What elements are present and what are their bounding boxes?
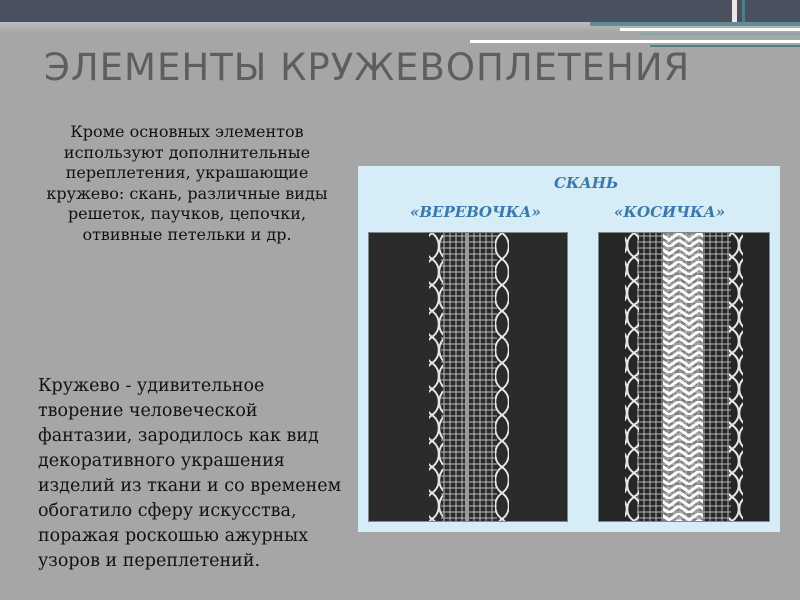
verevochka-photo <box>368 232 568 522</box>
kosichka-photo <box>598 232 770 522</box>
right-caption: «КОСИЧКА» <box>614 203 726 221</box>
figure-heading: СКАНЬ <box>554 174 619 192</box>
lace-figure <box>358 166 780 532</box>
left-caption: «ВЕРЕВОЧКА» <box>410 203 541 221</box>
intro-paragraph: Кроме основных элементов используют дополнительные переплетения, украшающие кружево: скань, различные виды решеток, паучков, цепочки, отвивные петельки и др. <box>46 122 328 244</box>
description-paragraph: Кружево - удивительное творение человеческой фантазии, зародилось как вид декоративного украшения изделий из ткани и со временем обогатило сферу искусства, поражая роскошью ажурных узоров и переплетений. <box>38 376 342 571</box>
page-title: ЭЛЕМЕНТЫ КРУЖЕВОПЛЕТЕНИЯ <box>44 46 691 89</box>
